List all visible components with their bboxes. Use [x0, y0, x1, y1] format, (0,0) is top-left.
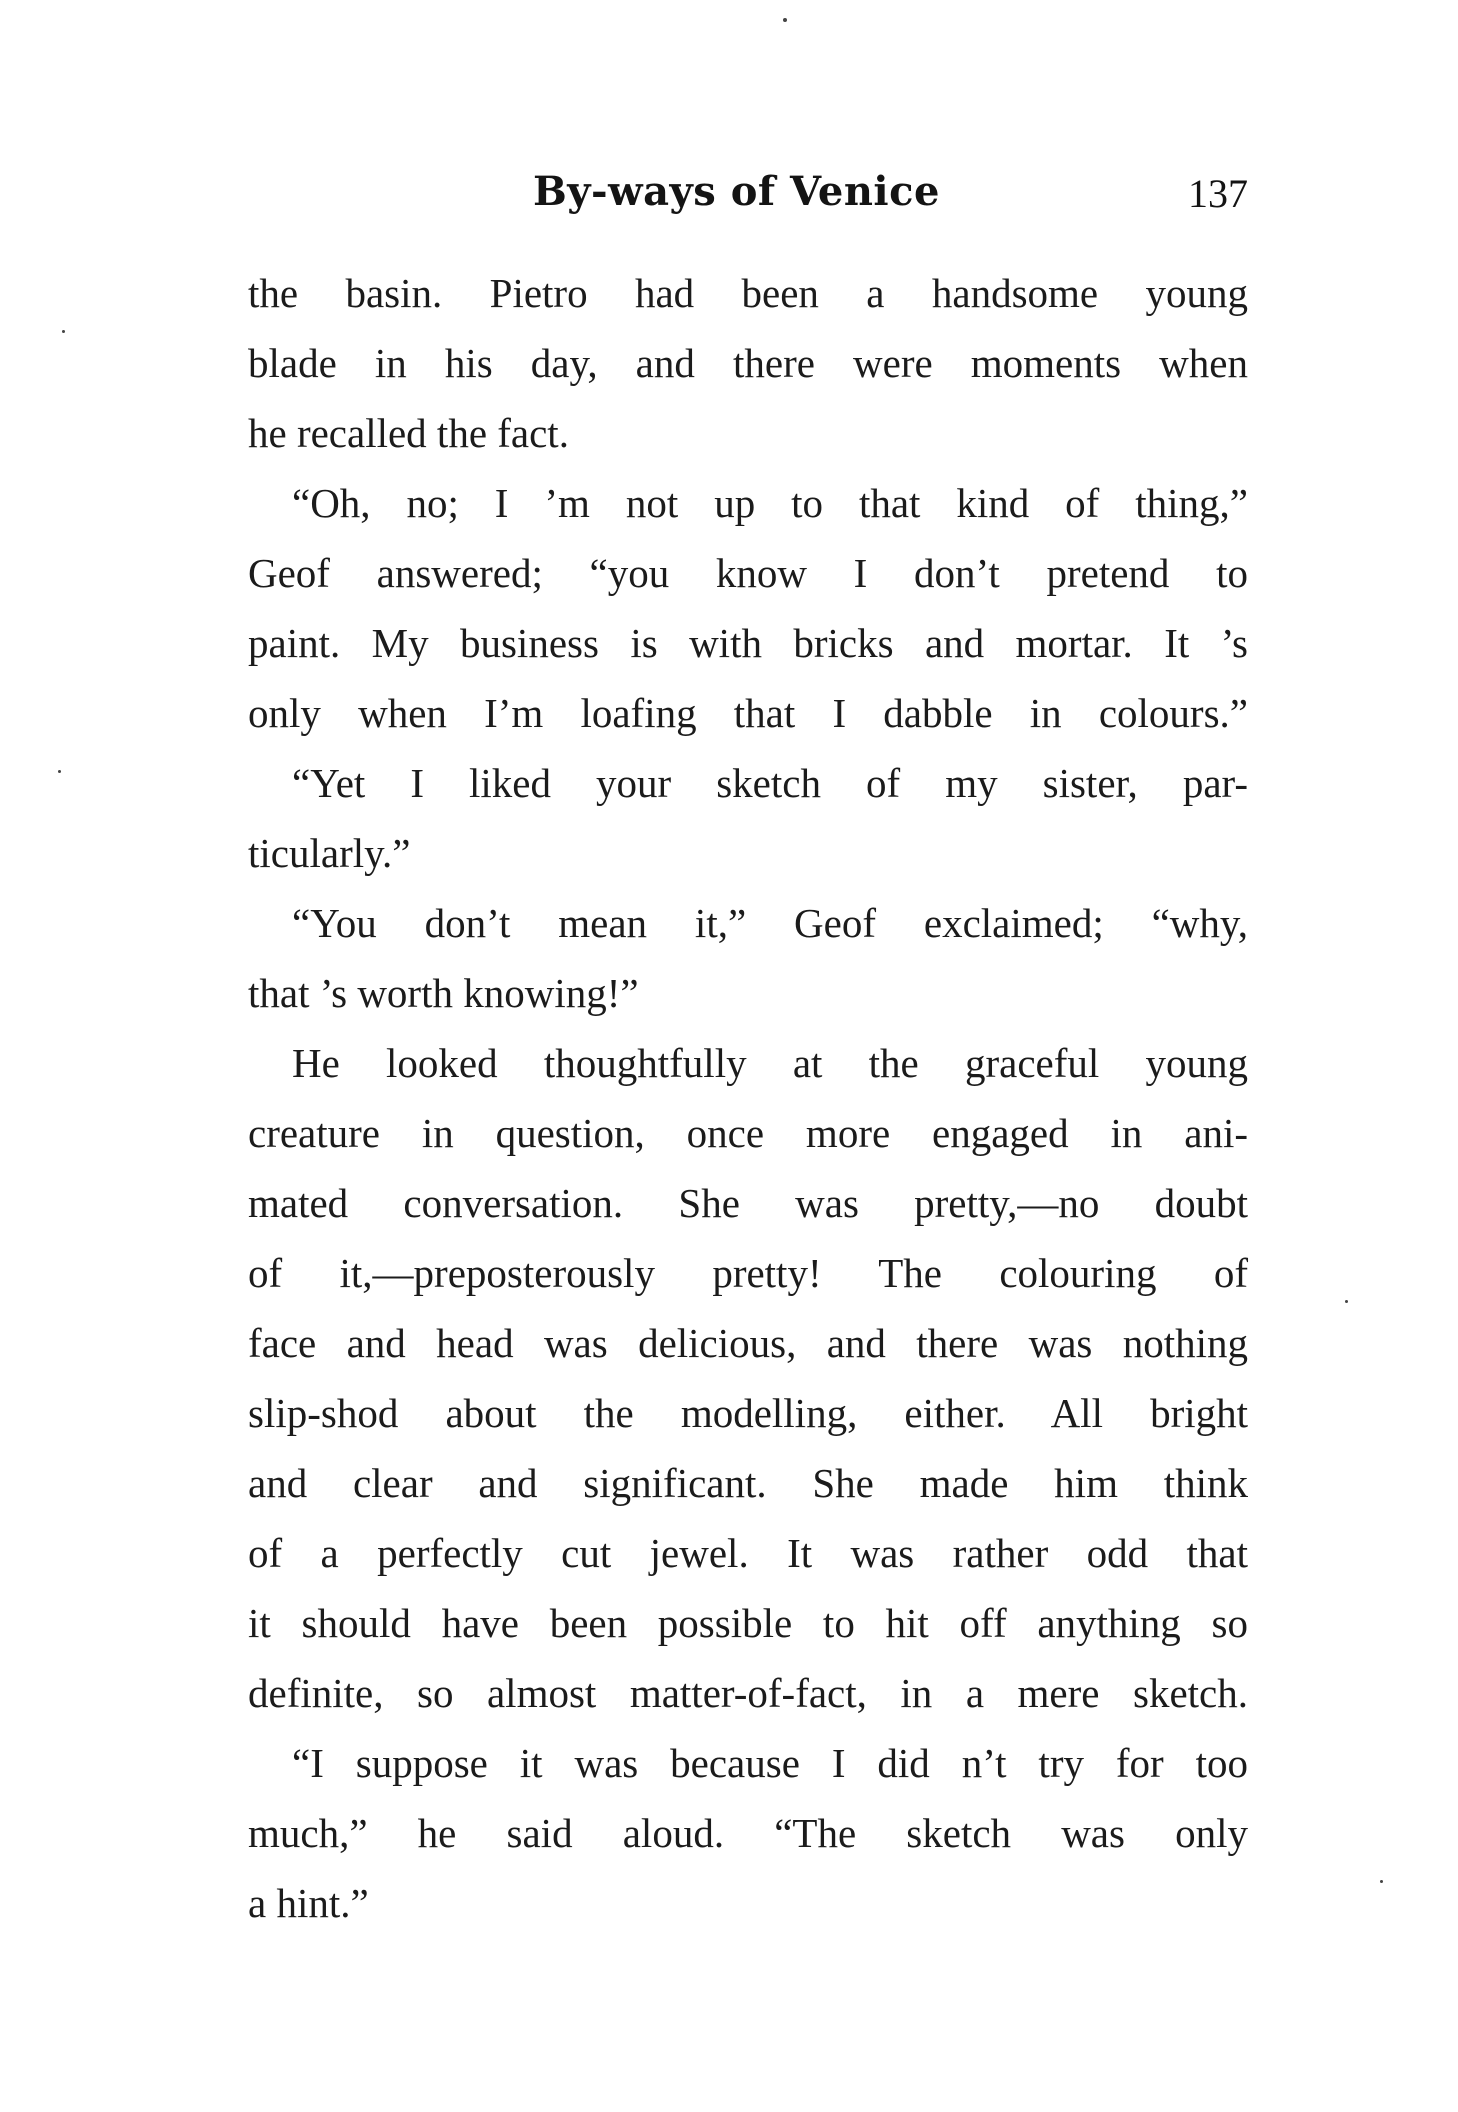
text-line: creature in question, once more engaged in ani- [248, 1110, 1248, 1156]
scan-speck [783, 18, 787, 22]
text-line: paint. My business is with bricks and mortar. It ’s [248, 620, 1248, 666]
text-line: Geof answered; “you know I don’t pretend to [248, 550, 1248, 596]
text-line: a hint.” [248, 1880, 369, 1926]
text-line: only when I’m loafing that I dabble in colours.” [248, 690, 1248, 736]
text-line: blade in his day, and there were moments when [248, 340, 1248, 386]
text-line: face and head was delicious, and there was nothing [248, 1320, 1248, 1366]
text-line: “Oh, no; I ’m not up to that kind of thing,” [292, 480, 1248, 526]
text-line: that ’s worth knowing!” [248, 970, 639, 1016]
scan-speck [58, 770, 61, 773]
body-text [248, 258, 1248, 1938]
text-line: the basin. Pietro had been a handsome young [248, 270, 1248, 316]
text-line: he recalled the fact. [248, 410, 569, 456]
text-line: “I suppose it was because I did n’t try for too [292, 1740, 1248, 1786]
text-line: “Yet I liked your sketch of my sister, par- [292, 760, 1248, 806]
text-line: “You don’t mean it,” Geof exclaimed; “why, [292, 900, 1248, 946]
text-line: mated conversation. She was pretty,—no doubt [248, 1180, 1248, 1226]
text-line: definite, so almost matter-of-fact, in a mere sketch. [248, 1670, 1248, 1716]
running-title: By-ways of Venice [533, 168, 940, 215]
text-line: ticularly.” [248, 830, 411, 876]
text-line: slip-shod about the modelling, either. All bright [248, 1390, 1248, 1436]
text-line: and clear and significant. She made him think [248, 1460, 1248, 1506]
text-line: He looked thoughtfully at the graceful young [292, 1040, 1248, 1086]
text-line: of it,—preposterously pretty! The colouring of [248, 1250, 1248, 1296]
scan-speck [1380, 1880, 1383, 1883]
scan-speck [1345, 1300, 1348, 1303]
page-number: 137 [1188, 171, 1248, 216]
scan-speck [62, 330, 65, 333]
page-header [248, 162, 1248, 222]
text-line: of a perfectly cut jewel. It was rather odd that [248, 1530, 1248, 1576]
text-line: it should have been possible to hit off anything so [248, 1600, 1248, 1646]
text-line: much,” he said aloud. “The sketch was only [248, 1810, 1248, 1856]
